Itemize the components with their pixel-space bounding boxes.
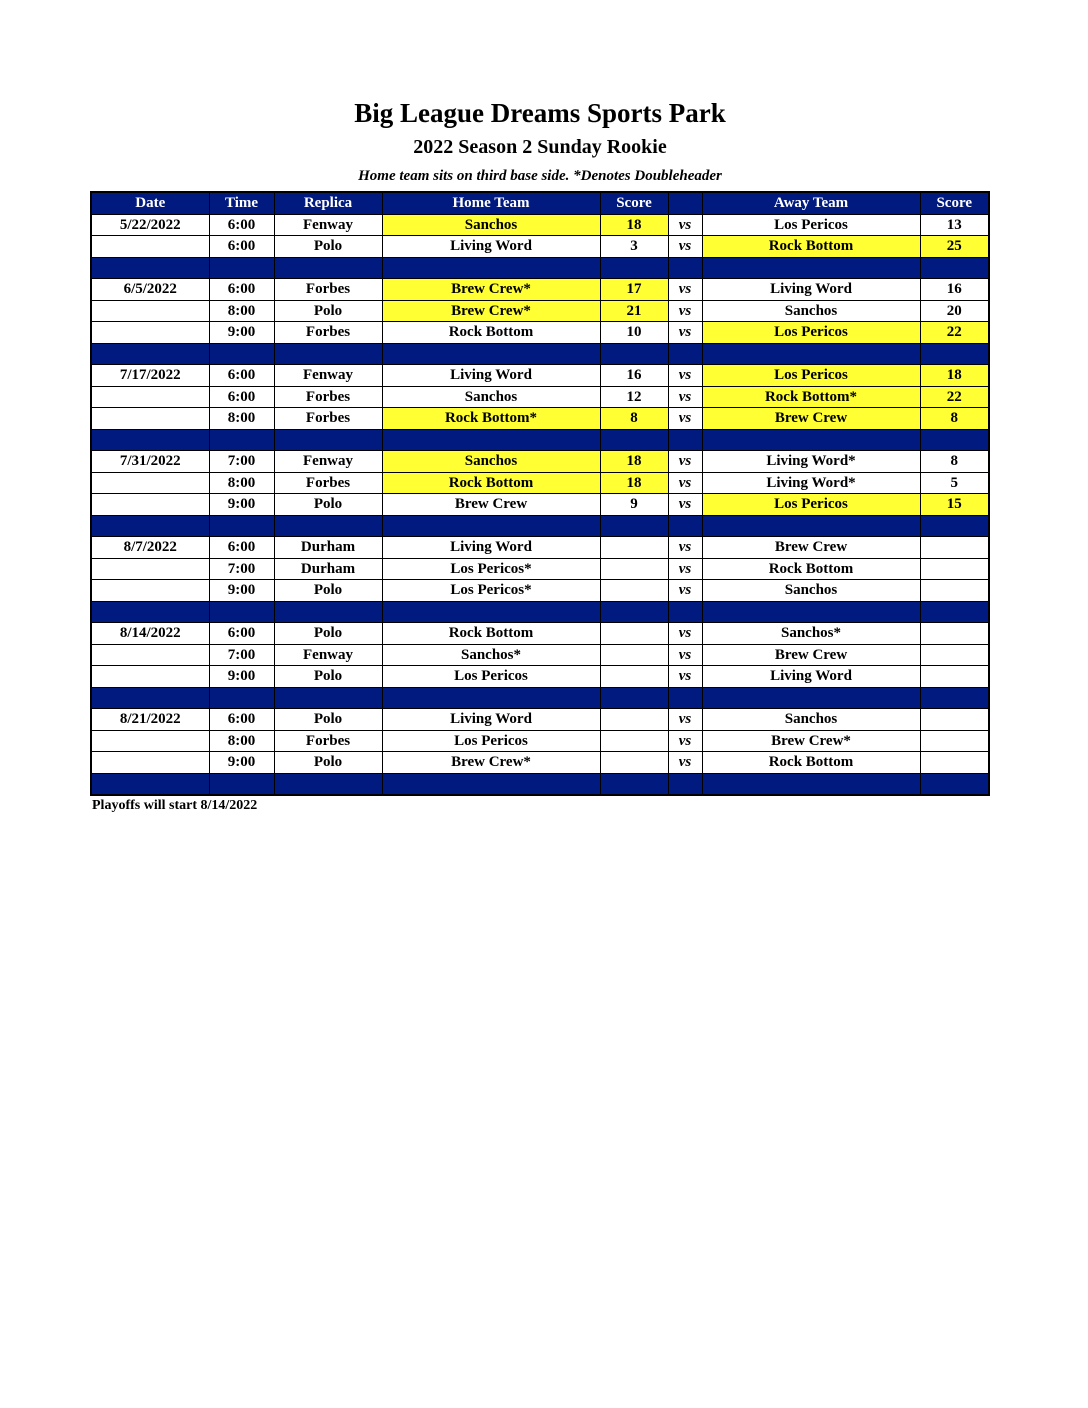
away-score: 22 [920, 322, 989, 344]
vs-label: vs [668, 623, 702, 645]
game-row [91, 451, 989, 473]
separator-cell [920, 601, 989, 623]
separator-cell [382, 429, 600, 451]
home-team: Sanchos [382, 386, 600, 408]
away-score: 8 [920, 451, 989, 473]
home-team: Brew Crew* [382, 752, 600, 774]
away-team: Living Word* [702, 472, 920, 494]
game-date: 7/31/2022 [91, 451, 209, 473]
away-team: Living Word [702, 666, 920, 688]
separator-cell [702, 687, 920, 709]
separator-cell [274, 687, 382, 709]
home-score: 8 [600, 408, 668, 430]
away-score: 13 [920, 214, 989, 236]
game-date [91, 300, 209, 322]
game-row [91, 623, 989, 645]
header-vs [668, 192, 702, 214]
game-time: 7:00 [209, 644, 274, 666]
away-score [920, 644, 989, 666]
home-team: Sanchos [382, 451, 600, 473]
game-replica: Polo [274, 709, 382, 731]
game-date [91, 644, 209, 666]
separator-cell [209, 257, 274, 279]
vs-label: vs [668, 752, 702, 774]
vs-label: vs [668, 365, 702, 387]
separator-cell [702, 515, 920, 537]
away-team: Brew Crew [702, 408, 920, 430]
header-date: Date [91, 192, 209, 214]
separator-cell [209, 515, 274, 537]
separator-cell [209, 687, 274, 709]
game-date [91, 472, 209, 494]
game-time: 6:00 [209, 623, 274, 645]
home-score [600, 644, 668, 666]
game-date: 6/5/2022 [91, 279, 209, 301]
home-score: 3 [600, 236, 668, 258]
separator-cell [91, 515, 209, 537]
playoffs-note: Playoffs will start 8/14/2022 [92, 798, 258, 813]
separator-cell [91, 687, 209, 709]
home-team: Los Pericos* [382, 580, 600, 602]
vs-label: vs [668, 214, 702, 236]
away-score [920, 730, 989, 752]
game-time: 9:00 [209, 752, 274, 774]
separator-cell [382, 343, 600, 365]
game-time: 7:00 [209, 451, 274, 473]
game-time: 8:00 [209, 472, 274, 494]
game-time: 6:00 [209, 537, 274, 559]
separator-cell [382, 773, 600, 795]
vs-label: vs [668, 300, 702, 322]
separator-cell [600, 343, 668, 365]
vs-label: vs [668, 408, 702, 430]
separator-cell [702, 257, 920, 279]
away-team: Rock Bottom [702, 236, 920, 258]
game-time: 6:00 [209, 214, 274, 236]
game-replica: Polo [274, 752, 382, 774]
header-away-team: Away Team [702, 192, 920, 214]
home-score: 12 [600, 386, 668, 408]
separator-cell [274, 429, 382, 451]
away-team: Living Word [702, 279, 920, 301]
away-score [920, 709, 989, 731]
away-score [920, 666, 989, 688]
game-row [91, 300, 989, 322]
home-score: 21 [600, 300, 668, 322]
separator-cell [382, 515, 600, 537]
game-row [91, 365, 989, 387]
game-replica: Forbes [274, 279, 382, 301]
home-team: Rock Bottom [382, 322, 600, 344]
away-team: Brew Crew* [702, 730, 920, 752]
week-separator-row [91, 687, 989, 709]
vs-label: vs [668, 666, 702, 688]
separator-cell [600, 773, 668, 795]
away-team: Los Pericos [702, 494, 920, 516]
game-row [91, 236, 989, 258]
game-row [91, 580, 989, 602]
away-score: 8 [920, 408, 989, 430]
home-score [600, 709, 668, 731]
separator-cell [668, 515, 702, 537]
home-score [600, 558, 668, 580]
away-score: 15 [920, 494, 989, 516]
game-replica: Polo [274, 623, 382, 645]
vs-label: vs [668, 451, 702, 473]
game-date [91, 236, 209, 258]
page-subtitle: 2022 Season 2 Sunday Rookie [413, 136, 667, 158]
separator-cell [668, 257, 702, 279]
game-date [91, 322, 209, 344]
game-replica: Forbes [274, 386, 382, 408]
game-row [91, 214, 989, 236]
home-team: Living Word [382, 709, 600, 731]
game-row [91, 644, 989, 666]
home-team: Rock Bottom [382, 623, 600, 645]
away-score [920, 623, 989, 645]
game-row [91, 386, 989, 408]
game-date [91, 580, 209, 602]
away-team: Sanchos [702, 300, 920, 322]
separator-cell [382, 601, 600, 623]
separator-cell [668, 773, 702, 795]
away-team: Living Word* [702, 451, 920, 473]
schedule-body [91, 214, 989, 795]
vs-label: vs [668, 709, 702, 731]
game-row [91, 730, 989, 752]
separator-cell [91, 773, 209, 795]
vs-label: vs [668, 558, 702, 580]
away-team: Los Pericos [702, 322, 920, 344]
vs-label: vs [668, 537, 702, 559]
game-replica: Forbes [274, 730, 382, 752]
header-replica: Replica [274, 192, 382, 214]
schedule-table [90, 191, 990, 796]
game-date [91, 386, 209, 408]
separator-cell [274, 257, 382, 279]
game-time: 8:00 [209, 300, 274, 322]
separator-cell [382, 687, 600, 709]
vs-label: vs [668, 580, 702, 602]
separator-cell [668, 601, 702, 623]
separator-cell [600, 687, 668, 709]
vs-label: vs [668, 386, 702, 408]
week-separator-row [91, 773, 989, 795]
game-replica: Fenway [274, 451, 382, 473]
separator-cell [668, 429, 702, 451]
game-row [91, 752, 989, 774]
separator-cell [209, 429, 274, 451]
game-time: 6:00 [209, 386, 274, 408]
away-score [920, 580, 989, 602]
separator-cell [209, 601, 274, 623]
away-score: 25 [920, 236, 989, 258]
home-score [600, 623, 668, 645]
home-team: Rock Bottom* [382, 408, 600, 430]
vs-label: vs [668, 644, 702, 666]
separator-cell [702, 773, 920, 795]
game-date [91, 752, 209, 774]
game-time: 9:00 [209, 322, 274, 344]
game-time: 6:00 [209, 236, 274, 258]
game-time: 9:00 [209, 666, 274, 688]
game-date: 5/22/2022 [91, 214, 209, 236]
game-replica: Polo [274, 300, 382, 322]
away-team: Rock Bottom [702, 752, 920, 774]
separator-cell [91, 601, 209, 623]
separator-cell [702, 429, 920, 451]
separator-cell [91, 257, 209, 279]
game-time: 6:00 [209, 279, 274, 301]
vs-label: vs [668, 236, 702, 258]
game-date: 8/21/2022 [91, 709, 209, 731]
game-date: 7/17/2022 [91, 365, 209, 387]
game-replica: Polo [274, 580, 382, 602]
schedule-note: Home team sits on third base side. *Denotes Doubleheader [358, 168, 722, 184]
home-team: Brew Crew [382, 494, 600, 516]
away-score [920, 752, 989, 774]
separator-cell [668, 343, 702, 365]
separator-cell [920, 515, 989, 537]
home-score: 18 [600, 472, 668, 494]
separator-cell [668, 687, 702, 709]
away-score: 18 [920, 365, 989, 387]
game-time: 9:00 [209, 580, 274, 602]
separator-cell [600, 515, 668, 537]
separator-cell [274, 773, 382, 795]
game-date [91, 666, 209, 688]
game-replica: Durham [274, 537, 382, 559]
home-score [600, 580, 668, 602]
home-team: Brew Crew* [382, 300, 600, 322]
game-replica: Forbes [274, 408, 382, 430]
vs-label: vs [668, 472, 702, 494]
home-team: Los Pericos [382, 666, 600, 688]
separator-cell [920, 429, 989, 451]
away-team: Los Pericos [702, 365, 920, 387]
away-team: Los Pericos [702, 214, 920, 236]
separator-cell [920, 773, 989, 795]
week-separator-row [91, 601, 989, 623]
home-score: 9 [600, 494, 668, 516]
game-row [91, 472, 989, 494]
home-team: Brew Crew* [382, 279, 600, 301]
game-row [91, 558, 989, 580]
away-score: 20 [920, 300, 989, 322]
home-team: Living Word [382, 537, 600, 559]
home-score [600, 666, 668, 688]
separator-cell [600, 601, 668, 623]
game-replica: Polo [274, 236, 382, 258]
home-team: Los Pericos* [382, 558, 600, 580]
game-time: 8:00 [209, 730, 274, 752]
separator-cell [274, 515, 382, 537]
header-home-team: Home Team [382, 192, 600, 214]
game-replica: Polo [274, 666, 382, 688]
away-team: Rock Bottom* [702, 386, 920, 408]
game-replica: Fenway [274, 214, 382, 236]
header-away-score: Score [920, 192, 989, 214]
separator-cell [702, 343, 920, 365]
game-time: 7:00 [209, 558, 274, 580]
separator-cell [920, 343, 989, 365]
home-team: Los Pericos [382, 730, 600, 752]
separator-cell [91, 429, 209, 451]
separator-cell [600, 257, 668, 279]
game-time: 6:00 [209, 709, 274, 731]
separator-cell [920, 257, 989, 279]
game-replica: Fenway [274, 365, 382, 387]
game-row [91, 494, 989, 516]
game-date [91, 558, 209, 580]
vs-label: vs [668, 730, 702, 752]
home-score: 18 [600, 451, 668, 473]
home-score: 10 [600, 322, 668, 344]
separator-cell [702, 601, 920, 623]
away-team: Brew Crew [702, 644, 920, 666]
separator-cell [209, 773, 274, 795]
game-row [91, 709, 989, 731]
game-row [91, 322, 989, 344]
separator-cell [91, 343, 209, 365]
home-score: 16 [600, 365, 668, 387]
week-separator-row [91, 257, 989, 279]
home-team: Living Word [382, 236, 600, 258]
header-row [91, 192, 989, 214]
game-time: 8:00 [209, 408, 274, 430]
game-time: 9:00 [209, 494, 274, 516]
game-row [91, 408, 989, 430]
game-row [91, 279, 989, 301]
home-team: Living Word [382, 365, 600, 387]
game-replica: Durham [274, 558, 382, 580]
home-team: Sanchos [382, 214, 600, 236]
week-separator-row [91, 515, 989, 537]
game-date [91, 730, 209, 752]
separator-cell [600, 429, 668, 451]
vs-label: vs [668, 322, 702, 344]
home-score: 18 [600, 214, 668, 236]
game-replica: Fenway [274, 644, 382, 666]
away-score: 5 [920, 472, 989, 494]
game-replica: Forbes [274, 472, 382, 494]
away-team: Sanchos* [702, 623, 920, 645]
header-home-score: Score [600, 192, 668, 214]
game-row [91, 666, 989, 688]
separator-cell [209, 343, 274, 365]
week-separator-row [91, 343, 989, 365]
separator-cell [382, 257, 600, 279]
home-score [600, 537, 668, 559]
home-team: Rock Bottom [382, 472, 600, 494]
separator-cell [920, 687, 989, 709]
game-date [91, 494, 209, 516]
vs-label: vs [668, 494, 702, 516]
game-replica: Forbes [274, 322, 382, 344]
home-score [600, 730, 668, 752]
away-score: 22 [920, 386, 989, 408]
home-score [600, 752, 668, 774]
separator-cell [274, 343, 382, 365]
game-date: 8/14/2022 [91, 623, 209, 645]
away-team: Brew Crew [702, 537, 920, 559]
week-separator-row [91, 429, 989, 451]
home-team: Sanchos* [382, 644, 600, 666]
away-score [920, 558, 989, 580]
away-team: Rock Bottom [702, 558, 920, 580]
away-team: Sanchos [702, 709, 920, 731]
game-date [91, 408, 209, 430]
game-time: 6:00 [209, 365, 274, 387]
separator-cell [274, 601, 382, 623]
header-time: Time [209, 192, 274, 214]
game-row [91, 537, 989, 559]
away-score: 16 [920, 279, 989, 301]
vs-label: vs [668, 279, 702, 301]
page-title: Big League Dreams Sports Park [354, 98, 726, 128]
game-date: 8/7/2022 [91, 537, 209, 559]
away-score [920, 537, 989, 559]
away-team: Sanchos [702, 580, 920, 602]
home-score: 17 [600, 279, 668, 301]
game-replica: Polo [274, 494, 382, 516]
